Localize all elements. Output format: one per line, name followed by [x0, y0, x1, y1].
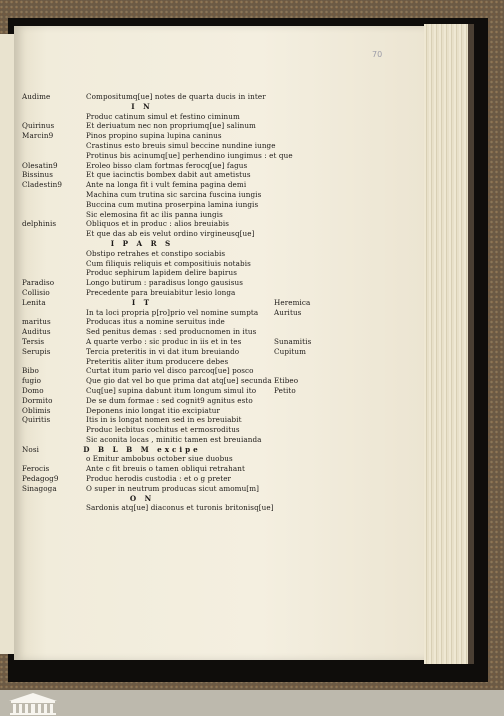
text-line — [22, 131, 362, 141]
margin-note: Nosi — [22, 444, 40, 454]
verse-text: o Emitur ambobus october siue duobus — [86, 454, 233, 464]
text-line — [22, 327, 362, 337]
verse-text: Sed penitus demas : sed producnomen in itus — [86, 327, 257, 337]
right-margin-note: Petito — [274, 385, 296, 395]
text-line — [22, 425, 362, 435]
right-margin-note: Heremica — [274, 297, 311, 307]
page-stack — [424, 24, 472, 664]
text-line — [22, 200, 362, 210]
section-heading: I P A R S — [110, 238, 174, 248]
library-building-icon — [6, 692, 60, 716]
text-line — [22, 210, 362, 220]
text-line — [22, 170, 362, 180]
text-line — [22, 259, 362, 269]
verse-text: Produc lecbitus cochitus et ermosroditus — [86, 425, 240, 435]
verse-text: In ta loci propria p[ro]prio vel nomine sumpta — [86, 307, 259, 317]
text-line — [22, 249, 362, 259]
right-margin-note: Sunamitis — [274, 336, 312, 346]
text-line — [22, 190, 362, 200]
verse-text: Et que iacinctis bombex dabit aut ametistus — [86, 170, 251, 180]
margin-note: Domo — [22, 385, 44, 395]
section-heading: I N — [131, 101, 153, 111]
verse-text: Cuq[ue] supina dabunt itum longum simul ito — [86, 385, 257, 395]
text-line — [22, 445, 362, 455]
margin-note: fugio — [22, 376, 42, 386]
margin-note: delphinis — [22, 219, 57, 229]
verse-text: De se dum formae : sed cognit9 agnitus esto — [86, 395, 253, 405]
text-line — [22, 180, 362, 190]
text-line — [22, 268, 362, 278]
margin-note: Lenita — [22, 297, 46, 307]
verse-text: Curtat itum pario vel disco parcoq[ue] posco — [86, 366, 254, 376]
margin-note: Sinagoga — [22, 483, 57, 493]
text-line — [22, 366, 362, 376]
verse-text: Longo butirum : paradisus longo gausisus — [86, 278, 244, 288]
verse-text: Pinos propino supina lupina caninus — [86, 131, 222, 141]
verse-text: O super in neutrum producas sicut amomu[m] — [86, 483, 260, 493]
text-line — [22, 239, 362, 249]
verse-text: Deponens inio longat itio excipiatur — [86, 405, 221, 415]
text-line — [22, 494, 362, 504]
text-line — [22, 161, 362, 171]
footer-bar — [0, 690, 504, 716]
text-line — [22, 92, 362, 102]
margin-note: Auditus — [22, 327, 51, 337]
verse-text: Et deriuatum nec non propriumq[ue] salinum — [86, 121, 256, 131]
margin-note: Collisio — [22, 287, 50, 297]
text-line — [22, 219, 362, 229]
verse-text: Crastinus esto breuis simul beccine nundine iunge — [86, 140, 276, 150]
verse-text: Ante na longa fit i vult femina pagina demi — [86, 180, 247, 190]
text-line — [22, 415, 362, 425]
verse-text: Compositumq[ue] notes de quarta ducis in inter — [86, 92, 266, 101]
verse-text: Tercia preteritis in vi dat itum breuiando — [86, 346, 240, 356]
verse-text: Ante c fit breuis o tamen obliqui retrahant — [86, 464, 246, 474]
verse-text: Obstipo retrahes et constipo sociabis — [86, 248, 226, 258]
text-line — [22, 278, 362, 288]
text-line — [22, 357, 362, 367]
text-line — [22, 121, 362, 131]
text-line — [22, 406, 362, 416]
section-heading: O N — [129, 493, 155, 503]
margin-note: Tersis — [22, 336, 45, 346]
margin-note: Audime — [22, 92, 51, 101]
text-line — [22, 298, 362, 308]
text-line — [22, 396, 362, 406]
text-line — [22, 308, 362, 318]
verse-text: Sardonis atq[ue] diaconus et turonis britonisq[ue] — [86, 503, 274, 513]
text-line — [22, 337, 362, 347]
margin-note: Ferocis — [22, 464, 50, 474]
margin-note: Dormito — [22, 395, 53, 405]
text-line — [22, 484, 362, 494]
verse-text: Et que das ab eis velut ordino virgineusq[ue] — [86, 229, 255, 239]
page-stack-shadow — [468, 24, 474, 664]
verse-text: Obliquos et in produc : alios breuiabis — [86, 219, 230, 229]
margin-note: Bibo — [22, 366, 39, 376]
text-line — [22, 229, 362, 239]
text-line — [22, 141, 362, 151]
verse-text: Produc herodis custodia : et o g preter — [86, 474, 232, 484]
margin-note: Quiritis — [22, 415, 51, 425]
text-line — [22, 102, 362, 112]
text-block — [22, 92, 362, 513]
margin-note: Marcin9 — [22, 131, 54, 141]
verse-text: Precedente para breuiabitur lesio longa — [86, 287, 236, 297]
section-heading: I T — [131, 297, 153, 307]
text-line — [22, 347, 362, 357]
section-heading: D B L B M excipe — [83, 444, 201, 454]
right-margin-note: Etibeo — [274, 376, 299, 386]
text-line — [22, 376, 362, 386]
text-line — [22, 454, 362, 464]
verse-text: Itis in is longat nomen sed in es breuiabit — [86, 415, 242, 425]
text-line — [22, 503, 362, 513]
text-line — [22, 386, 362, 396]
verse-text: Produc catinum simul et festino ciminum — [86, 111, 240, 121]
verse-text: Preteritis aliter itum producere debes — [86, 356, 229, 366]
text-line — [22, 112, 362, 122]
margin-note: Pedagog9 — [22, 474, 59, 484]
verse-text: Buccina cum mutina proserpina lamina iungis — [86, 199, 259, 209]
verse-text: A quarte verbo : sic produc in iis et in tes — [86, 336, 242, 346]
verse-text: Machina cum trutina sic sarcina fuscina iungis — [86, 189, 262, 199]
verse-text: Que gio dat vel bo que prima dat atq[ue] secunda — [86, 376, 272, 386]
margin-note: Cladestin9 — [22, 180, 63, 190]
verse-text: Produc sephirum lapidem delire bapirus — [86, 268, 237, 278]
margin-note: Serupis — [22, 346, 51, 356]
text-line — [22, 464, 362, 474]
previous-page-edge — [0, 34, 15, 654]
text-line — [22, 288, 362, 298]
text-line — [22, 435, 362, 445]
right-margin-note: Auritus — [274, 307, 302, 317]
text-line — [22, 151, 362, 161]
text-line — [22, 317, 362, 327]
margin-note: Oblimis — [22, 405, 51, 415]
margin-note: maritus — [22, 317, 51, 327]
right-margin-note: Cupitum — [274, 346, 307, 356]
margin-note: Bissinus — [22, 170, 54, 180]
verse-text: Producas itus a nomine seruitus inde — [86, 317, 225, 327]
margin-note: Quirinus — [22, 121, 55, 131]
verse-text: Sic elemosina fit ac ilis panna iungis — [86, 209, 223, 219]
verse-text: Protinus bis acinumq[ue] perhendino iungimus : et que — [86, 150, 293, 160]
text-line — [22, 474, 362, 484]
folio-number: 70 — [372, 50, 383, 59]
verse-text: Sic aconita locas , minitic tamen est breuianda — [86, 434, 262, 444]
verse-text: Cum filiquis reliquis et compositiuis notabis — [86, 258, 251, 268]
margin-note: Paradiso — [22, 278, 55, 288]
verse-text: Eroleo bisso clam fortmas ferocq[ue] fagus — [86, 160, 248, 170]
margin-note: Olesatin9 — [22, 160, 58, 170]
